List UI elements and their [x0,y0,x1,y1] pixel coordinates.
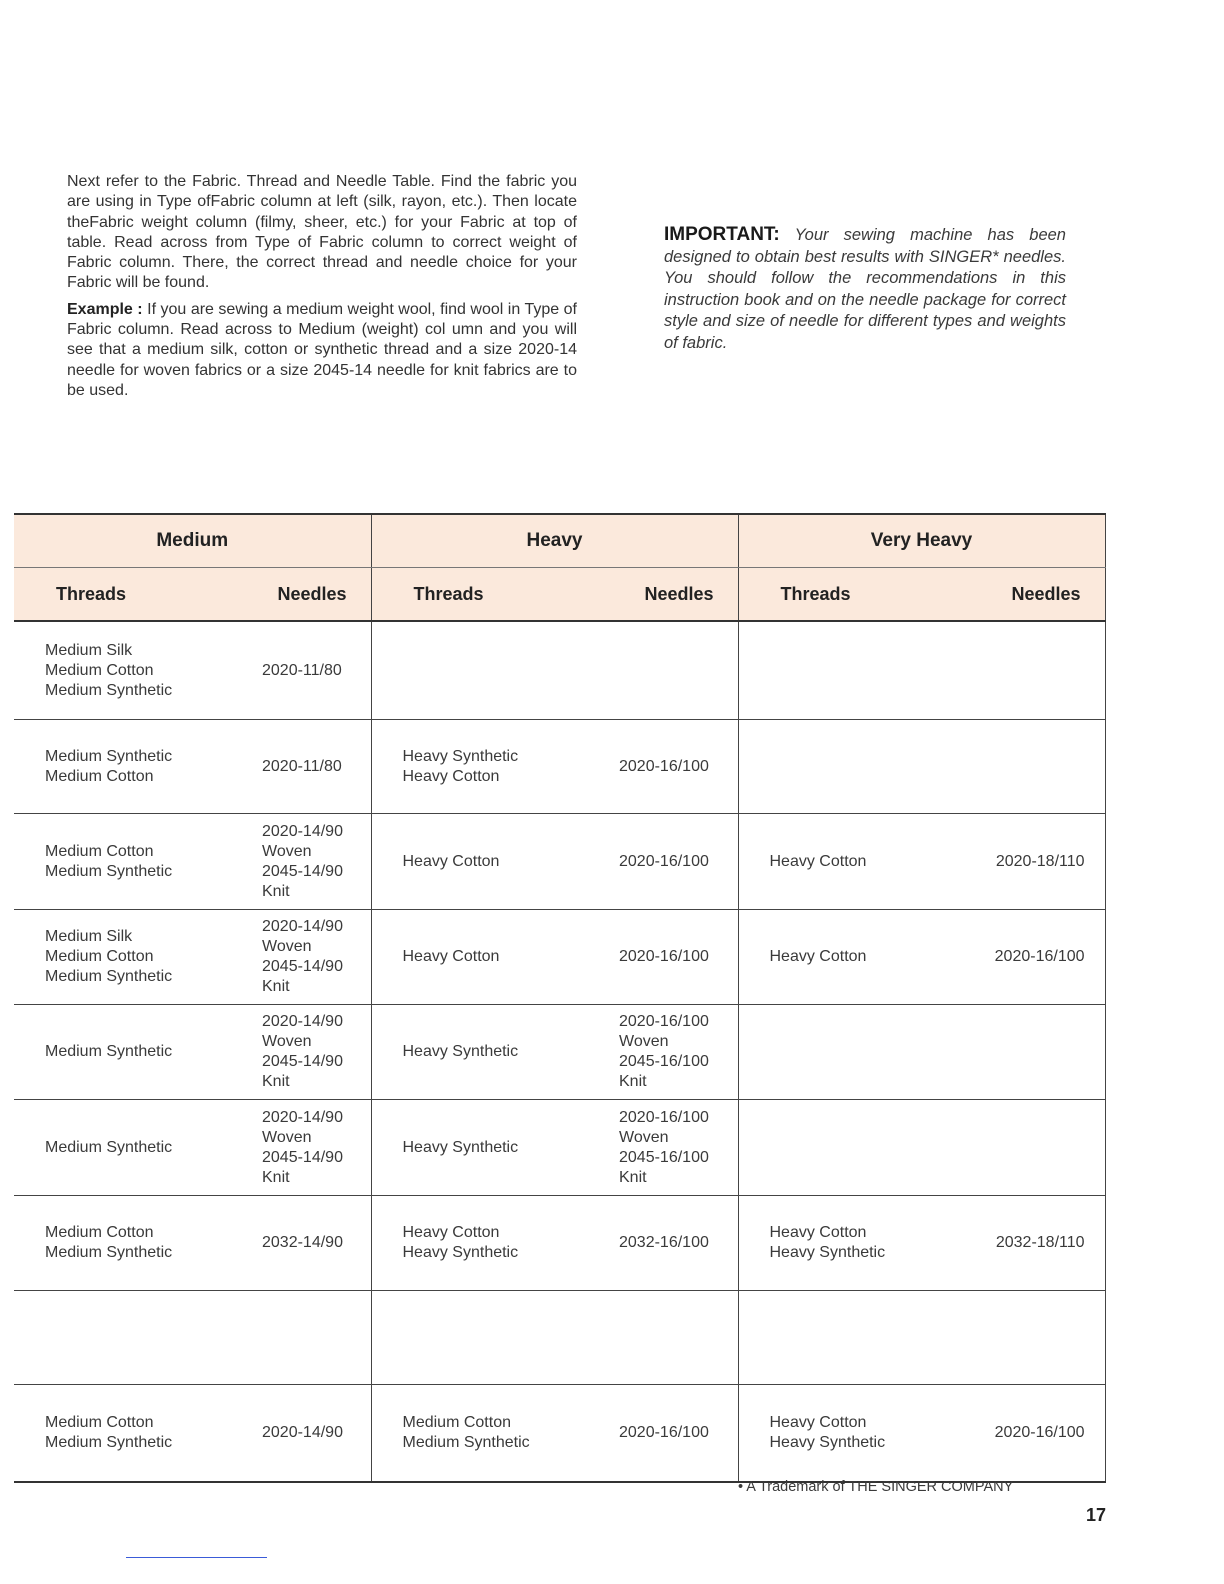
fabric-thread-needle-table [14,513,1106,1483]
cell-line: Heavy Synthetic [402,1244,519,1261]
cell-line: Heavy Synthetic [402,747,519,765]
cell-line: Medium Synthetic [45,1138,173,1156]
medium-needles-cell [244,910,371,1005]
table-row [14,1100,1105,1196]
cell-line: Medium Cotton [45,767,154,785]
very-heavy-threads-cell [738,1291,958,1385]
table-body [14,621,1105,1482]
cell-line: Medium Synthetic [45,968,173,985]
cell-line: Medium Synthetic [45,1434,173,1451]
very-heavy-threads-cell [738,1385,958,1483]
heavy-needles-cell [601,1291,738,1385]
table-row [14,621,1105,720]
column-header-needles: Needles [601,568,738,622]
medium-threads-cell [14,621,244,720]
medium-needles-cell [244,720,371,814]
column-header-row [14,568,1105,622]
cell-line: 2020-14/90 [262,822,343,840]
heavy-threads-cell [371,1005,601,1100]
heavy-threads-cell [371,1100,601,1196]
cell-line: 2032-14/90 [262,1234,343,1251]
heavy-needles-cell [601,1196,738,1291]
cell-line: Medium Synthetic [45,1043,173,1060]
page-number: 17 [1086,1505,1107,1525]
medium-threads-cell [14,1385,244,1483]
very-heavy-needles-cell [958,1196,1105,1291]
cell-line: Heavy Cotton [402,852,500,870]
cell-line: Knit [262,1168,290,1186]
cell-line: Knit [619,1073,647,1090]
medium-needles-cell [244,1196,371,1291]
heavy-needles-cell [601,1385,738,1483]
cell-line: Heavy Synthetic [402,1138,519,1156]
heavy-needles-cell [601,910,738,1005]
cell-line: Knit [619,1168,647,1186]
important-text: Your sewing machine has been designed to obtain best results with SINGER* needles. You should follow the recommendations in this instruction book and on the needle package for correct style and size of needle for different types and weights of fabric. [664,226,1066,352]
column-header-threads: Threads [371,568,601,622]
cell-line: 2020-11/80 [262,661,342,679]
very-heavy-threads-cell [738,814,958,910]
cell-line: Heavy Cotton [769,852,867,870]
cell-line: Heavy Synthetic [402,1043,519,1060]
cell-line: 2020-16/100 [994,948,1085,965]
important-notice [664,224,1066,354]
cell-line: Medium Cotton [402,1414,511,1431]
medium-threads-cell [14,1291,244,1385]
cell-line: 2020-16/100 [619,1424,709,1441]
heavy-needles-cell [601,621,738,720]
group-header-heavy: Heavy [371,514,738,568]
cell-line: Woven [262,1033,312,1050]
very-heavy-threads-cell [738,720,958,814]
table-row [14,1291,1105,1385]
cell-line: Knit [262,882,290,900]
example-paragraph [67,300,577,401]
heavy-threads-cell [371,720,601,814]
cell-line: 2020-16/100 [619,1013,709,1030]
cell-line: Heavy Cotton [769,1414,867,1431]
medium-needles-cell [244,1385,371,1483]
cell-line: 2045-14/90 [262,958,343,975]
group-header-medium: Medium [14,514,371,568]
cell-line: 2032-16/100 [619,1234,709,1251]
very-heavy-needles-cell [958,814,1105,910]
cell-line: Medium Silk [45,928,133,945]
cell-line: Woven [262,1128,312,1146]
medium-needles-cell [244,1291,371,1385]
medium-threads-cell [14,910,244,1005]
example-text: If you are sewing a medium weight wool, find wool in Type of Fabric column. Read across to Medium (weight) col umn and you will see that a medium silk, cotton or synthetic thread and a size 2020-14 needle for woven fabrics or a size 2045-14 needle for knit fabrics are to be used. [67,300,577,399]
medium-threads-cell [14,1196,244,1291]
cell-line: 2020-14/90 [262,1013,343,1030]
table-row [14,910,1105,1005]
cell-line: Medium Synthetic [45,681,173,699]
heavy-threads-cell [371,1196,601,1291]
cell-line: Medium Cotton [45,842,154,860]
cell-line: 2045-16/100 [619,1053,709,1070]
cell-line: Medium Synthetic [45,862,173,880]
very-heavy-needles-cell [958,1100,1105,1196]
cell-line: 2020-18/110 [995,852,1085,870]
cell-line: Heavy Cotton [402,1224,500,1241]
cell-line: Knit [262,978,290,995]
trademark-footnote: • A Trademark of THE SINGER COMPANY [738,1479,1014,1495]
very-heavy-threads-cell [738,1100,958,1196]
heavy-threads-cell [371,1385,601,1483]
cell-line: Medium Cotton [45,1414,154,1431]
heavy-needles-cell [601,1005,738,1100]
intro-paragraph: Next refer to the Fabric. Thread and Needle Table. Find the fabric you are using in Type ofFabric column at left (silk, rayon, etc.). Then locate theFabric weight column (filmy, sheer, etc.) for your Fabric at top of table. Read across from Type of Fabric column to correct weight of Fabric column. There, the correct thread and needle choice for your Fabric will be found. [67,173,577,292]
very-heavy-threads-cell [738,910,958,1005]
very-heavy-threads-cell [738,621,958,720]
cell-line: Woven [262,842,312,860]
table-row [14,814,1105,910]
cell-line: Medium Cotton [45,948,154,965]
cell-line: 2045-16/100 [619,1148,709,1166]
cell-line: Woven [619,1033,669,1050]
cell-line: 2020-14/90 [262,1424,343,1441]
very-heavy-needles-cell [958,1291,1105,1385]
medium-needles-cell [244,1005,371,1100]
example-label: Example : [67,300,143,318]
cell-line: 2020-14/90 [262,1108,343,1126]
cell-line: Heavy Cotton [769,1224,867,1241]
heavy-threads-cell [371,621,601,720]
cell-line: Medium Cotton [45,1224,154,1241]
medium-needles-cell [244,621,371,720]
very-heavy-needles-cell [958,1385,1105,1483]
cell-line: Heavy Cotton [769,948,867,965]
cell-line: Medium Synthetic [45,747,173,765]
very-heavy-needles-cell [958,910,1105,1005]
table-row [14,720,1105,814]
heavy-needles-cell [601,1100,738,1196]
cell-line: 2032-18/110 [995,1234,1085,1251]
cell-line: 2045-14/90 [262,1148,343,1166]
cell-line: Woven [262,938,312,955]
heavy-threads-cell [371,814,601,910]
cell-line: 2020-11/80 [262,757,342,775]
very-heavy-threads-cell [738,1196,958,1291]
cell-line: 2045-14/90 [262,862,343,880]
cell-line: Heavy Cotton [402,767,500,785]
cell-line: 2020-16/100 [619,948,709,965]
very-heavy-needles-cell [958,720,1105,814]
heavy-needles-cell [601,720,738,814]
medium-threads-cell [14,720,244,814]
very-heavy-needles-cell [958,621,1105,720]
cell-line: 2020-16/100 [619,852,709,870]
heavy-needles-cell [601,814,738,910]
cell-line: Knit [262,1073,290,1090]
cell-line: 2020-16/100 [994,1424,1085,1441]
table-row [14,1196,1105,1291]
cell-line: Heavy Synthetic [769,1244,886,1261]
medium-threads-cell [14,1100,244,1196]
cell-line: 2020-16/100 [619,757,709,775]
heavy-threads-cell [371,1291,601,1385]
cell-line: Medium Synthetic [402,1434,530,1451]
table-row [14,1385,1105,1483]
bottom-rule [126,1557,267,1558]
cell-line: Heavy Synthetic [769,1434,886,1451]
group-header-very-heavy: Very Heavy [738,514,1105,568]
table-row [14,1005,1105,1100]
medium-needles-cell [244,1100,371,1196]
medium-threads-cell [14,814,244,910]
cell-line: 2045-14/90 [262,1053,343,1070]
cell-line: Medium Silk [45,641,133,659]
very-heavy-needles-cell [958,1005,1105,1100]
medium-needles-cell [244,814,371,910]
heavy-threads-cell [371,910,601,1005]
important-label: IMPORTANT: [664,224,780,245]
column-header-needles: Needles [244,568,371,622]
medium-threads-cell [14,1005,244,1100]
cell-line: Woven [619,1128,669,1146]
very-heavy-threads-cell [738,1005,958,1100]
cell-line: 2020-16/100 [619,1108,709,1126]
intro-text [67,172,577,407]
cell-line: Medium Cotton [45,661,154,679]
cell-line: Medium Synthetic [45,1244,173,1261]
cell-line: Heavy Cotton [402,948,500,965]
weight-header-row [14,514,1105,568]
column-header-threads: Threads [738,568,958,622]
column-header-threads: Threads [14,568,244,622]
column-header-needles: Needles [958,568,1105,622]
cell-line: 2020-14/90 [262,918,343,935]
